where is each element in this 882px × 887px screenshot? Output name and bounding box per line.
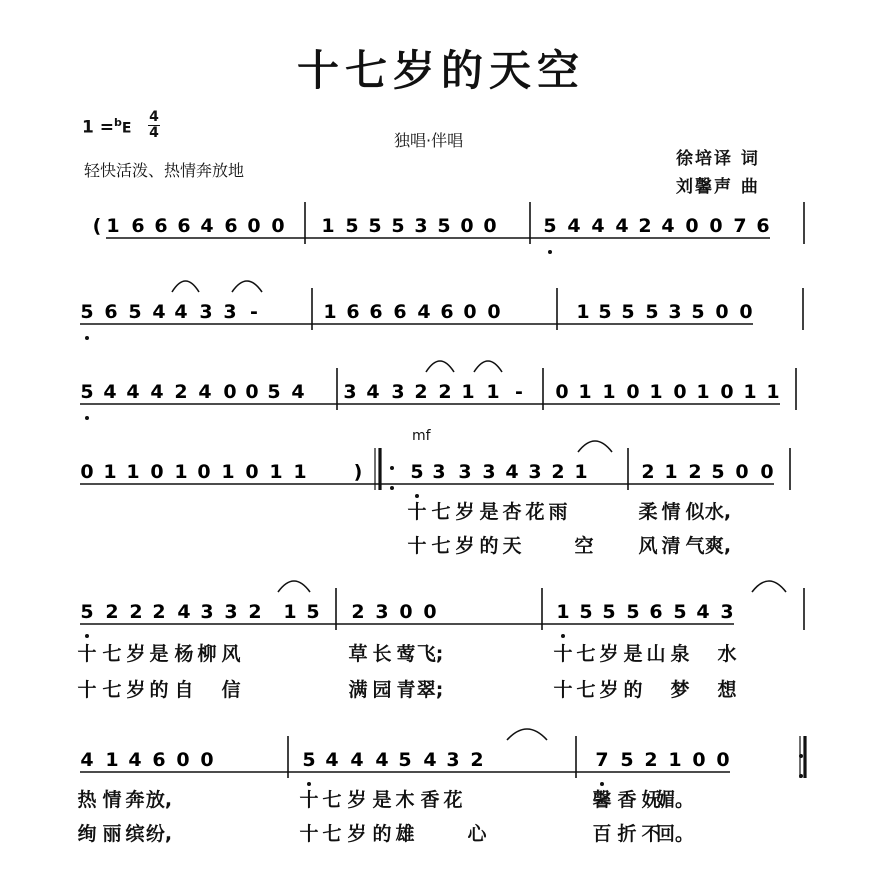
note-1-3: 6 [154, 215, 168, 237]
note-1-20: 4 [615, 215, 629, 237]
note-2-20: 5 [645, 301, 659, 323]
lyric-v1_row6-13: 香 [617, 789, 637, 811]
octave-dot-6 [307, 782, 311, 786]
composer-credit: 刘馨声 曲 [676, 177, 760, 197]
note-2-3: 5 [128, 301, 142, 323]
lyric-v2_row5-15: 梦 [670, 679, 690, 701]
note-3-27: 1 [743, 381, 757, 403]
note-1-13: 3 [414, 215, 428, 237]
lyric-v2_row5-2: 七 [102, 679, 122, 701]
lyric-v1_row6-8: 是 [372, 789, 392, 811]
lyric-v1_row5-6: 柳 [197, 643, 217, 665]
lyric-v2_row4-1: 十 [407, 535, 427, 557]
note-5-5: 4 [177, 601, 191, 623]
lyric-v1_row6-1: 热 [77, 789, 97, 811]
note-1-18: 4 [567, 215, 581, 237]
lyric-v1_row6-12: 馨 [592, 789, 612, 811]
note-5-4: 2 [152, 601, 166, 623]
note-3-10: 4 [291, 381, 305, 403]
note-4-3: 1 [126, 461, 140, 483]
octave-dot-3 [85, 416, 89, 420]
note-4-12: 3 [432, 461, 446, 483]
lyric-v1_row5-4: 是 [149, 643, 169, 665]
lyric-v1_row5-17: 泉 [670, 643, 690, 665]
note-6-13: 3 [446, 749, 460, 771]
note-5-2: 2 [105, 601, 119, 623]
note-5-18: 5 [626, 601, 640, 623]
note-3-26: 0 [720, 381, 734, 403]
note-3-9: 5 [267, 381, 281, 403]
note-1-12: 5 [391, 215, 405, 237]
note-1-17: 5 [543, 215, 557, 237]
note-3-7: 0 [223, 381, 237, 403]
note-4-13: 3 [458, 461, 472, 483]
slur-6 [278, 581, 310, 592]
lyric-v2_row4-7: 风 [638, 535, 658, 557]
note-4-23: 0 [735, 461, 749, 483]
note-4-20: 1 [664, 461, 678, 483]
note-2-19: 5 [621, 301, 635, 323]
note-4-10: 1 [293, 461, 307, 483]
note-1-6: 6 [224, 215, 238, 237]
note-1-26: 6 [756, 215, 770, 237]
note-5-11: 2 [351, 601, 365, 623]
note-1-9: 1 [321, 215, 335, 237]
lyric-v1_row5-12: 十 [553, 643, 573, 665]
note-6-8: 4 [325, 749, 339, 771]
lyric-v2_row6-8: 的 [372, 823, 392, 845]
note-5-13: 0 [399, 601, 413, 623]
note-1-7: 0 [247, 215, 261, 237]
tempo-marking: 轻快活泼、热情奔放地 [84, 161, 245, 180]
lyric-v1_row6-6: 七 [322, 789, 342, 811]
note-3-15: 2 [438, 381, 452, 403]
slur-8 [507, 729, 547, 740]
note-6-12: 4 [423, 749, 437, 771]
time-bottom: 4 [149, 125, 159, 141]
note-3-11: 3 [343, 381, 357, 403]
lyric-v1_row5-14: 岁 [599, 643, 619, 665]
note-5-15: 1 [556, 601, 570, 623]
octave-dot-4 [415, 494, 419, 498]
note-4-7: 1 [221, 461, 235, 483]
note-6-6: 0 [200, 749, 214, 771]
note-5-8: 2 [248, 601, 262, 623]
lyric-v1_row6-7: 岁 [347, 789, 367, 811]
note-6-14: 2 [470, 749, 484, 771]
lyric-v1_row5-13: 七 [576, 643, 596, 665]
note-5-1: 5 [80, 601, 94, 623]
note-4-14: 3 [482, 461, 496, 483]
note-2-6: 3 [199, 301, 213, 323]
octave-dot-5 [85, 634, 89, 638]
note-3-16: 1 [461, 381, 475, 403]
note-2-9: 1 [323, 301, 337, 323]
note-5-22: 3 [720, 601, 734, 623]
note-4-11: 5 [410, 461, 424, 483]
note-5-7: 3 [224, 601, 238, 623]
note-4-6: 0 [197, 461, 211, 483]
lyric-v2_row5-14: 的 [623, 679, 643, 701]
note-6-11: 5 [398, 749, 412, 771]
lyric-v2_row6-10: 心 [467, 823, 487, 845]
note-5-10: 5 [306, 601, 320, 623]
performance-type: 独唱·伴唱 [394, 131, 464, 150]
time-top: 4 [149, 109, 159, 125]
note-3-21: 1 [602, 381, 616, 403]
note-1-1: 1 [106, 215, 120, 237]
note-1-23: 0 [685, 215, 699, 237]
note-5-20: 5 [673, 601, 687, 623]
note-1-4: 6 [177, 215, 191, 237]
note-6-4: 6 [152, 749, 166, 771]
lyric-v1_row4-6: 花 [525, 501, 545, 523]
lyric-v2_row4-8: 清 [661, 535, 681, 557]
lyric-v2_row6-5: 十 [299, 823, 319, 845]
octave-dot-8 [561, 634, 565, 638]
lyric-v1_row5-10: 莺 [396, 643, 416, 665]
note-2-17: 1 [576, 301, 590, 323]
lyric-v1_row4-8: 柔 [638, 501, 658, 523]
note-6-16: 5 [620, 749, 634, 771]
lyric-v1_row5-18: 水 [717, 643, 737, 665]
lyric-v2_row4-2: 七 [431, 535, 451, 557]
key-note: E [121, 120, 132, 137]
note-2-5: 4 [174, 301, 188, 323]
note-6-3: 4 [128, 749, 142, 771]
lyric-v1_row5-9: 长 [372, 643, 392, 665]
lyric-v2_row5-11: 十 [553, 679, 573, 701]
lyric-v1_row5-15: 是 [623, 643, 643, 665]
lyric-v2_row6-7: 岁 [347, 823, 367, 845]
note-4-19: 2 [641, 461, 655, 483]
note-1-21: 2 [638, 215, 652, 237]
note-2-16: 0 [487, 301, 501, 323]
note-2-24: 0 [739, 301, 753, 323]
note-3-2: 4 [103, 381, 117, 403]
lyric-v2_row6-3: 缤 [125, 823, 145, 845]
note-2-15: 0 [463, 301, 477, 323]
note-3-8: 0 [245, 381, 259, 403]
lyricist-credit: 徐培译 词 [676, 149, 760, 169]
lyric-v1_row5-2: 七 [102, 643, 122, 665]
note-3-20: 1 [578, 381, 592, 403]
lyric-v2_row4-10: 爽, [704, 535, 732, 557]
lyric-v1_row5-16: 山 [646, 643, 666, 665]
note-3-22: 0 [626, 381, 640, 403]
note-1-25: 7 [733, 215, 747, 237]
note-2-13: 4 [417, 301, 431, 323]
lyric-v1_row5-7: 风 [221, 643, 241, 665]
lyric-v1_row6-14: 妩 [641, 789, 661, 811]
lyric-v1_row6-9: 木 [395, 789, 415, 811]
lyric-v2_row5-6: 信 [221, 679, 241, 701]
note-6-7: 5 [302, 749, 316, 771]
lyric-v2_row6-11: 百 [592, 823, 612, 845]
lyric-v2_row5-13: 岁 [599, 679, 619, 701]
note-4-21: 2 [688, 461, 702, 483]
note-2-23: 0 [715, 301, 729, 323]
lyric-v1_row6-15: 媚。 [655, 789, 695, 811]
lyric-v1_row4-5: 杏 [502, 501, 522, 523]
lyric-v1_row4-2: 七 [431, 501, 451, 523]
note-3-14: 2 [414, 381, 428, 403]
note-2-12: 6 [393, 301, 407, 323]
note-2-4: 4 [152, 301, 166, 323]
notes-layer [77, 215, 779, 845]
lyric-v1_row6-4: 放, [145, 789, 173, 811]
note-5-9: 1 [283, 601, 297, 623]
repeat-dot-top [390, 466, 394, 470]
lyric-v2_row6-4: 纷, [145, 823, 173, 845]
open-paren-1: ( [92, 215, 102, 237]
note-5-19: 6 [649, 601, 663, 623]
note-3-4: 4 [150, 381, 164, 403]
lyric-v1_row4-4: 是 [479, 501, 499, 523]
note-3-24: 0 [673, 381, 687, 403]
note-6-15: 7 [595, 749, 609, 771]
note-6-5: 0 [176, 749, 190, 771]
note-6-18: 1 [668, 749, 682, 771]
note-2-8: - [250, 301, 258, 323]
slur-7 [752, 581, 786, 592]
octave-dot-7 [600, 782, 604, 786]
note-4-17: 2 [551, 461, 565, 483]
lyric-v2_row4-6: 空 [574, 535, 594, 557]
note-4-24: 0 [760, 461, 774, 483]
note-1-10: 5 [345, 215, 359, 237]
note-3-28: 1 [766, 381, 780, 403]
note-4-15: 4 [505, 461, 519, 483]
lyric-v1_row4-10: 似 [685, 501, 705, 523]
note-5-12: 3 [375, 601, 389, 623]
lyric-v2_row6-9: 雄 [395, 823, 415, 845]
note-2-1: 5 [80, 301, 94, 323]
octave-dot-1 [548, 250, 552, 254]
lyric-v2_row4-9: 气 [685, 535, 705, 557]
slur-1 [172, 281, 199, 292]
close-paren: ) [353, 461, 363, 483]
slur-5 [578, 441, 612, 452]
note-1-24: 0 [709, 215, 723, 237]
note-4-22: 5 [711, 461, 725, 483]
note-4-4: 0 [150, 461, 164, 483]
note-1-19: 4 [591, 215, 605, 237]
key-prefix: 1 = [82, 117, 114, 138]
note-5-3: 2 [129, 601, 143, 623]
lyric-v2_row5-8: 园 [372, 679, 392, 701]
note-1-16: 0 [483, 215, 497, 237]
note-4-5: 1 [174, 461, 188, 483]
note-4-8: 0 [245, 461, 259, 483]
note-6-2: 1 [105, 749, 119, 771]
note-5-17: 5 [602, 601, 616, 623]
note-3-23: 1 [649, 381, 663, 403]
lyric-v2_row4-4: 的 [479, 535, 499, 557]
note-2-2: 6 [104, 301, 118, 323]
lyric-v1_row6-2: 情 [102, 789, 122, 811]
slur-4 [474, 361, 502, 372]
note-3-18: - [515, 381, 523, 403]
note-2-11: 6 [369, 301, 383, 323]
lyric-v1_row6-5: 十 [299, 789, 319, 811]
repeat-dot-bottom [390, 486, 394, 490]
note-5-14: 0 [423, 601, 437, 623]
note-4-18: 1 [574, 461, 588, 483]
note-1-11: 5 [368, 215, 382, 237]
slur-2 [232, 281, 262, 292]
lyric-v1_row5-5: 杨 [174, 643, 194, 665]
slur-3 [426, 361, 454, 372]
lyric-v2_row5-9: 青 [396, 679, 416, 701]
note-4-1: 0 [80, 461, 94, 483]
note-5-21: 4 [696, 601, 710, 623]
end-repeat-dot-bottom [799, 774, 803, 778]
note-6-9: 4 [350, 749, 364, 771]
lyric-v2_row5-3: 岁 [126, 679, 146, 701]
lyric-v2_row5-5: 自 [174, 679, 194, 701]
lyric-v1_row5-11: 飞; [416, 643, 444, 665]
end-repeat-dot-top [799, 754, 803, 758]
lyric-v1_row6-10: 香 [420, 789, 440, 811]
lyric-v2_row4-3: 岁 [455, 535, 475, 557]
dynamic-marking: mf [412, 428, 431, 444]
lyric-v2_row4-5: 天 [502, 535, 522, 557]
lyric-v1_row4-1: 十 [407, 501, 427, 523]
lyric-v1_row4-11: 水, [704, 501, 732, 523]
note-6-17: 2 [644, 749, 658, 771]
lyric-v1_row4-7: 雨 [548, 501, 568, 523]
key-flat: b [114, 116, 122, 129]
note-6-20: 0 [716, 749, 730, 771]
note-1-15: 0 [460, 215, 474, 237]
lyric-v2_row6-13: 不 [641, 823, 661, 845]
lyric-v2_row5-16: 想 [717, 679, 737, 701]
lyric-v2_row6-12: 折 [617, 823, 637, 845]
note-2-14: 6 [440, 301, 454, 323]
note-2-7: 3 [223, 301, 237, 323]
note-1-2: 6 [131, 215, 145, 237]
note-2-10: 6 [346, 301, 360, 323]
lyric-v1_row4-9: 情 [661, 501, 681, 523]
lyric-v2_row6-6: 七 [322, 823, 342, 845]
note-3-6: 4 [198, 381, 212, 403]
note-2-22: 5 [691, 301, 705, 323]
note-3-19: 0 [555, 381, 569, 403]
note-3-3: 4 [126, 381, 140, 403]
note-3-1: 5 [80, 381, 94, 403]
octave-dot-2 [85, 336, 89, 340]
note-3-13: 3 [391, 381, 405, 403]
note-1-8: 0 [271, 215, 285, 237]
note-3-17: 1 [486, 381, 500, 403]
lyric-v1_row5-1: 十 [77, 643, 97, 665]
note-6-10: 4 [375, 749, 389, 771]
lyric-v1_row5-8: 草 [348, 643, 368, 665]
note-5-16: 5 [579, 601, 593, 623]
note-6-1: 4 [80, 749, 94, 771]
lyric-v2_row6-2: 丽 [102, 823, 122, 845]
lyric-v1_row5-3: 岁 [126, 643, 146, 665]
lyric-v2_row6-1: 绚 [77, 823, 97, 845]
lyric-v2_row5-1: 十 [77, 679, 97, 701]
lyric-v2_row5-4: 的 [149, 679, 169, 701]
note-3-12: 4 [366, 381, 380, 403]
note-1-5: 4 [200, 215, 214, 237]
lyric-v1_row6-11: 花 [443, 789, 463, 811]
note-6-19: 0 [692, 749, 706, 771]
note-4-2: 1 [103, 461, 117, 483]
note-1-22: 4 [661, 215, 675, 237]
lyric-v2_row5-10: 翠; [416, 679, 444, 701]
lyric-v2_row6-14: 回。 [655, 823, 695, 845]
note-2-21: 3 [668, 301, 682, 323]
note-2-18: 5 [598, 301, 612, 323]
note-4-16: 3 [528, 461, 542, 483]
note-5-6: 3 [200, 601, 214, 623]
note-1-14: 5 [437, 215, 451, 237]
song-title: 十七岁的天空 [296, 46, 585, 95]
note-3-25: 1 [696, 381, 710, 403]
lyric-v2_row5-7: 满 [348, 679, 368, 701]
lyric-v1_row6-3: 奔 [125, 789, 145, 811]
lyric-v2_row5-12: 七 [576, 679, 596, 701]
note-4-9: 1 [269, 461, 283, 483]
lyric-v1_row4-3: 岁 [455, 501, 475, 523]
note-3-5: 2 [174, 381, 188, 403]
